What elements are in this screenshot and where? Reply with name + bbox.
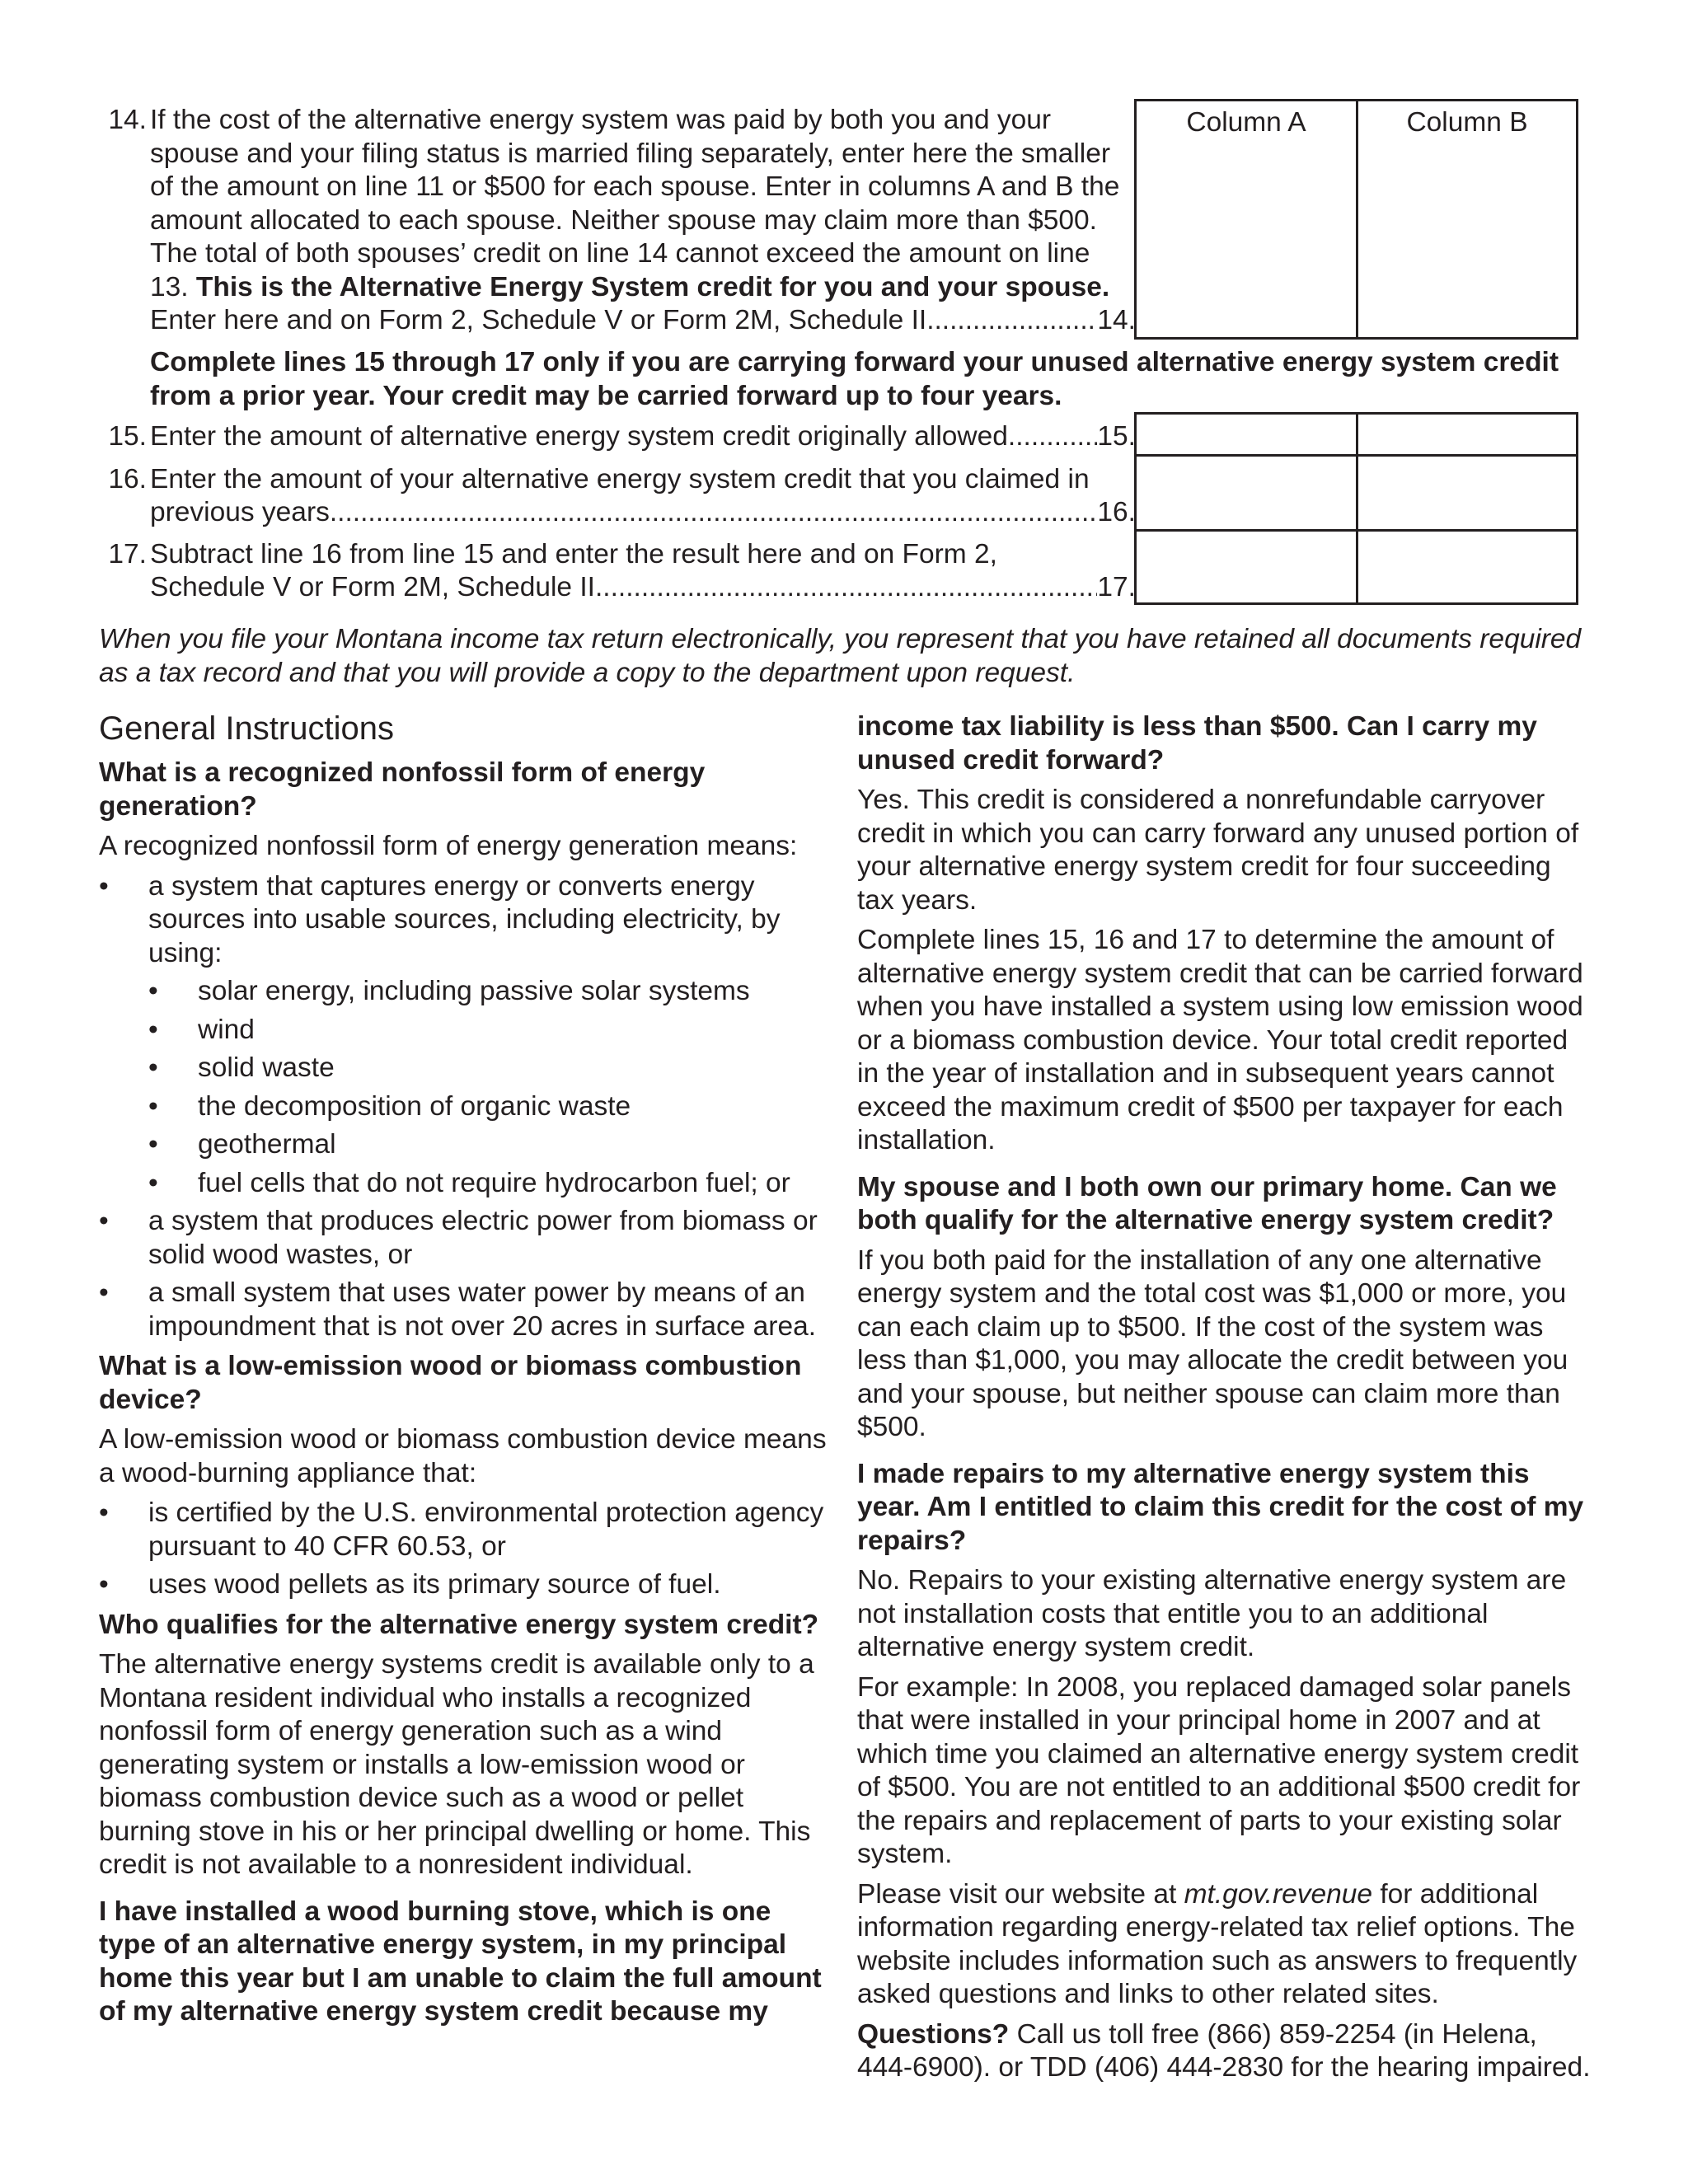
line-16-column-a-field[interactable] xyxy=(1137,457,1356,529)
list-item: • fuel cells that do not require hydrocarbon fuel; or xyxy=(148,1167,832,1201)
website-link[interactable]: mt.gov.revenue xyxy=(1184,1878,1373,1910)
line-15-ref: 15. xyxy=(1097,421,1136,452)
line-16-text-2: previous years. xyxy=(150,497,338,527)
line-number: 17. xyxy=(108,539,147,569)
line-14-last xyxy=(150,304,1136,338)
line-16-ref: 16. xyxy=(1097,497,1136,527)
line-14-text-main: If the cost of the alternative energy system was paid by both you and your spouse and your filing status is married filing separately, enter here the smaller of the amount on line 11 or $500 for each spouse. Enter in columns A and B the amount allocated to each spouse. Neither spouse may claim more than $500. The total of both spouses’ credit on line 14 cannot exceed the amount on line 13. xyxy=(150,105,1120,302)
line-17-column-a-field[interactable] xyxy=(1137,532,1356,602)
list-item: • solid waste xyxy=(148,1052,832,1085)
question-nonfossil: What is a recognized nonfossil form of energy generation? xyxy=(99,757,706,822)
question-who-qualifies: Who qualifies for the alternative energy system credit? xyxy=(99,1609,819,1640)
low-emission-list xyxy=(99,1497,832,1602)
line-14-entry-box xyxy=(1134,99,1578,340)
line-number: 15. xyxy=(108,421,147,452)
questions-label: Questions? xyxy=(857,2018,1010,2050)
list-item: • a small system that uses water power by means of an impoundment that is not over 20 acres in surface area. xyxy=(99,1277,832,1343)
carryforward-note: Complete lines 15 through 17 only if you are carrying forward your unused alternative energy system credit from a prior year. Your credit may be carried forward up to four years. xyxy=(150,347,1559,411)
repairs-answer-1: No. Repairs to your existing alternative energy system are not installation costs that entitle you to an additional alternative energy system credit. xyxy=(857,1565,1567,1662)
line-15-text: Enter the amount of alternative energy system credit originally allowed. xyxy=(150,421,1016,452)
line-17-text-2: Schedule V or Form 2M, Schedule II xyxy=(150,572,595,602)
line-16-column-b-field[interactable] xyxy=(1358,457,1576,529)
lines-15-17-entry-box xyxy=(1134,412,1578,605)
line-14-column-b-field[interactable] xyxy=(1358,141,1576,337)
column-b-header: Column B xyxy=(1406,107,1528,138)
line-14-column-a-field[interactable] xyxy=(1137,141,1356,337)
line-15-column-b-field[interactable] xyxy=(1358,415,1576,454)
question-low-emission: What is a low-emission wood or biomass combustion device? xyxy=(99,1351,802,1415)
section-heading: General Instructions xyxy=(99,710,394,747)
questions-paragraph: Questions? Call us toll free (866) 859-2254 (in Helena, 444-6900). or TDD (406) 444-2830 for the hearing impaired. xyxy=(857,2018,1591,2083)
line-16-text-1: Enter the amount of your alternative energy system credit that you claimed in xyxy=(150,464,1090,494)
spouse-answer: If you both paid for the installation of any one alternative energy system and the total cost was $1,000 or more, you can each claim up to $500. If the cost of the system was less than $1,000, you may allocate the credit between you and your spouse, but neither spouse can claim more than $500. xyxy=(857,1244,1568,1442)
line-16 xyxy=(0,463,1154,534)
line-15 xyxy=(0,420,1154,457)
list-item: • a system that captures energy or converts energy sources into usable sources, including electricity, by using: • solar energy, including passive solar systems • wind • solid waste • the decomposition of organic waste • geothermal • fuel cells that do not require hydrocarbon fuel; or xyxy=(99,870,832,1201)
carryforward-answer-1: Yes. This credit is considered a nonrefundable carryover credit in which you can carry forward any unused portion of your alternative energy system credit for four succeeding tax years. xyxy=(857,785,1579,916)
line-17-column-b-field[interactable] xyxy=(1358,532,1576,602)
list-item: • the decomposition of organic waste xyxy=(148,1090,832,1124)
line-14-text xyxy=(150,104,1131,304)
line-14-ref: 14. xyxy=(1097,305,1136,335)
who-qualifies-answer: The alternative energy systems credit is available only to a Montana resident individual who installs a recognized nonfossil form of energy generation such as a wind generating system or installs a low-emission wood or biomass combustion device such as a wood or pellet burning stove in his or her principal dwelling or home. This credit is not available to a nonresident individual. xyxy=(99,1649,814,1880)
list-item: • solar energy, including passive solar systems xyxy=(148,975,832,1009)
column-a-header: Column A xyxy=(1186,107,1306,138)
line-14-text-bold: This is the Alternative Energy System credit for you and your spouse. xyxy=(195,271,1110,302)
question-repairs: I made repairs to my alternative energy system this year. Am I entitled to claim this credit for the cost of my repairs? xyxy=(857,1458,1584,1556)
line-17-text-1: Subtract line 16 from line 15 and enter the result here and on Form 2, xyxy=(150,539,997,569)
nonfossil-list xyxy=(99,870,832,1344)
left-column xyxy=(99,709,832,2036)
website-paragraph: Please visit our website at mt.gov.revenue for additional information regarding energy-related tax relief options. The website includes information such as answers to frequently asked questions and links to other related sites. xyxy=(857,1878,1578,2009)
line-14-text-last: Enter here and on Form 2, Schedule V or Form 2M, Schedule II. xyxy=(150,305,935,335)
list-item: • geothermal xyxy=(148,1128,832,1162)
line-17-ref: 17. xyxy=(1097,572,1136,602)
question-carryforward-part1: I have installed a wood burning stove, which is one type of an alternative energy system, in my principal home this year but I am unable to claim the full amount of my alternative energy system credit because my xyxy=(99,1896,822,2027)
line-number: 16. xyxy=(108,464,147,494)
question-carryforward-part2: income tax liability is less than $500. Can I carry my unused credit forward? xyxy=(857,711,1537,776)
list-item: • uses wood pellets as its primary source of fuel. xyxy=(99,1568,832,1602)
list-item: • is certified by the U.S. environmental protection agency pursuant to 40 CFR 60.53, or xyxy=(99,1497,832,1563)
low-emission-intro: A low-emission wood or biomass combustion device means a wood-burning appliance that: xyxy=(99,1424,827,1488)
right-column xyxy=(857,710,1591,2085)
carryforward-answer-2: Complete lines 15, 16 and 17 to determine the amount of alternative energy system credit that can be carried forward when you have installed a system using low emission wood or a biomass combustion device. Your total credit reported in the year of installation and in subsequent years cannot exceed the maximum credit of $500 per taxpayer for each installation. xyxy=(857,925,1583,1155)
line-14 xyxy=(0,104,1154,343)
list-item: • a system that produces electric power from biomass or solid wood wastes, or xyxy=(99,1205,832,1272)
efile-note: When you file your Montana income tax return electronically, you represent that you have retained all documents required as a tax record and that you will provide a copy to the department upon request. xyxy=(99,624,1582,688)
nonfossil-intro: A recognized nonfossil form of energy generation means: xyxy=(99,831,798,861)
list-item: • wind xyxy=(148,1014,832,1047)
line-15-column-a-field[interactable] xyxy=(1137,415,1356,454)
line-17 xyxy=(0,538,1154,609)
repairs-answer-2: For example: In 2008, you replaced damaged solar panels that were installed in your principal home in 2007 and at which time you claimed an alternative energy system credit of $500. You are not entitled to an additional $500 credit for the repairs and replacement of parts to your existing solar system. xyxy=(857,1671,1581,1869)
line-number: 14. xyxy=(108,105,147,135)
question-spouse: My spouse and I both own our primary home. Can we both qualify for the alternative energy system credit? xyxy=(857,1171,1557,1235)
energy-source-list xyxy=(148,975,832,1200)
